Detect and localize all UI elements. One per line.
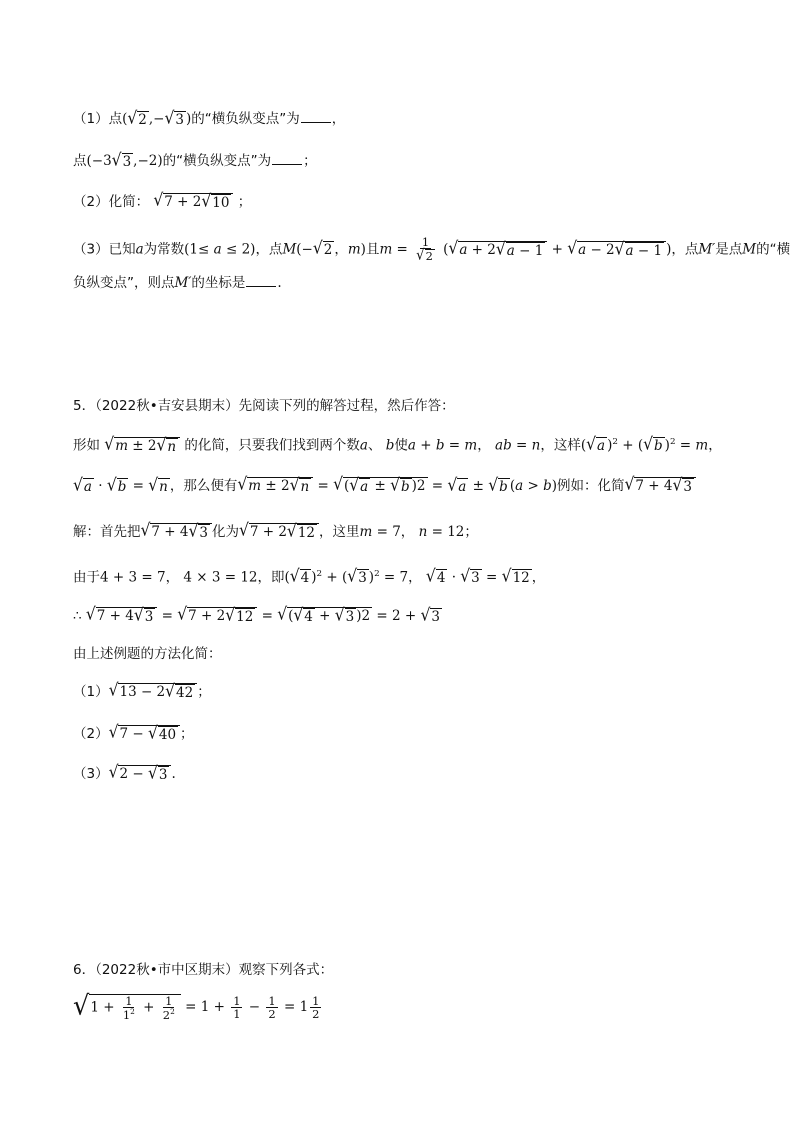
text: 点 <box>73 153 87 169</box>
text: （3）已知 <box>73 241 136 258</box>
q5-line5: ∴ √ 7 + 4 √ 3 = √ 7 + 2 √ 12 = √ ( √ 4 + √ 3 )2 = 2 + √ 3 <box>73 604 440 626</box>
text: 解：首先把 <box>73 524 141 540</box>
text: ， <box>408 569 422 586</box>
text: 为常数 <box>143 241 185 258</box>
text: ； <box>180 726 194 742</box>
text: ，点 <box>671 241 699 258</box>
text: 的坐标是 <box>191 275 246 291</box>
q4-part3-line2: 负纵变点”，则点M′的坐标是 . <box>73 272 734 293</box>
text: ， <box>400 524 415 540</box>
q4-part3-line1: （3）已知a为常数(1≤ a ≤ 2)，点M(− √ 2 ，m)且m = 1 √ 2 ( √ a + 2 √ a − 1 + √ a − 2 √ a − 1 )，点M′是点M的“横 <box>73 235 791 264</box>
q5-line2: √ a · √ b = √ n ，那么便有 √ m ± 2 √ n = √ ( √ a ± √ b )2 = √ a ± √ b (a > b)例如：化简 √ 7 + 4 √ 3 <box>73 476 734 496</box>
text: 的化简，只要我们找到两个数 <box>184 437 360 454</box>
text: ，这样 <box>540 437 581 454</box>
text: ，即 <box>257 569 285 586</box>
q5-line1: 形如 √ m ± 2 √ n 的化简，只要我们找到两个数a、 b使a + b = m， ab = n，这样( √ a )$^2$ + ( √ b )$^2$ = m， <box>73 433 722 455</box>
text: ，那么便有 <box>169 478 238 494</box>
answer-blank[interactable] <box>272 150 302 165</box>
text: （1） <box>73 684 109 700</box>
text: ， <box>331 111 346 127</box>
text: ； <box>197 684 211 700</box>
text: 形如 <box>73 437 100 454</box>
text: ，这里 <box>319 524 360 540</box>
text: 例如：化简 <box>557 478 625 494</box>
q5-line4: 由于4 + 3 = 7， 4 × 3 = 12，即( √ 4 )$^2$ + ( √ 3 )$^2$ = 7， √ 4 · √ 3 = √ 12 ， <box>73 566 546 587</box>
text: （2）化简： <box>73 194 150 210</box>
text: （1）点 <box>73 111 123 127</box>
q4-part2: （2）化简： √ 7 + 2 √ 10 ； <box>73 190 252 212</box>
text: 的“横负纵变点”为 <box>191 111 300 127</box>
text: 的“横负纵变点”为 <box>162 153 272 169</box>
answer-blank[interactable] <box>301 108 331 123</box>
text: （2） <box>73 726 109 742</box>
q5-line3: 解：首先把 √ 7 + 4 √ 3 化为 √ 7 + 2 √ 12 ，这里m = 7， n = 12； <box>73 520 478 542</box>
text: 使 <box>394 437 408 454</box>
text: 负纵变点”，则点 <box>73 275 175 291</box>
q6-formula-1: √ 1 + $\frac{1}{1^2}$ + $\frac{1}{2^2}$ = 1 + $\frac{1}{1}$ − $\frac{1}{2}$ = 1 $\frac{1}{2}$ <box>73 990 320 1022</box>
text: ， <box>708 437 722 454</box>
text: ； <box>237 194 252 210</box>
q6-header: 6．（2022秋•市中区期末）观察下列各式： <box>73 962 334 978</box>
text: 、 <box>367 437 382 454</box>
text: 由于 <box>73 569 100 586</box>
text: ； <box>464 524 478 540</box>
q4-part1-line2: 点(−3 √ 3 ,−2)的“横负纵变点”为 ； <box>73 149 317 170</box>
text: ； <box>303 153 317 169</box>
text: ， <box>165 569 180 586</box>
q5-instruction: 由上述例题的方法化简： <box>73 646 222 662</box>
text: 且 <box>365 241 380 258</box>
q5-problem-3: （3） √ 2 − √ 3 . <box>73 762 176 784</box>
text: ，点 <box>255 241 283 258</box>
text: ， <box>477 437 491 454</box>
text: 的“横 <box>756 241 791 258</box>
text: 化为 <box>211 524 239 540</box>
q4-part1-line1: （1）点( √ 2 ,− √ 3 )的“横负纵变点”为 ， <box>73 107 346 128</box>
text: 是点 <box>715 241 743 258</box>
text: （3） <box>73 766 109 782</box>
text: ， <box>531 569 546 586</box>
text: . <box>277 275 282 291</box>
q5-problem-1: （1） √ 13 − 2 √ 42 ； <box>73 680 211 702</box>
q5-header: 5．（2022秋•吉安县期末）先阅读下列的解答过程，然后作答： <box>73 398 455 414</box>
text: . <box>171 766 176 782</box>
answer-blank[interactable] <box>246 272 276 287</box>
q5-problem-2: （2） √ 7 − √ 40 ； <box>73 722 194 744</box>
